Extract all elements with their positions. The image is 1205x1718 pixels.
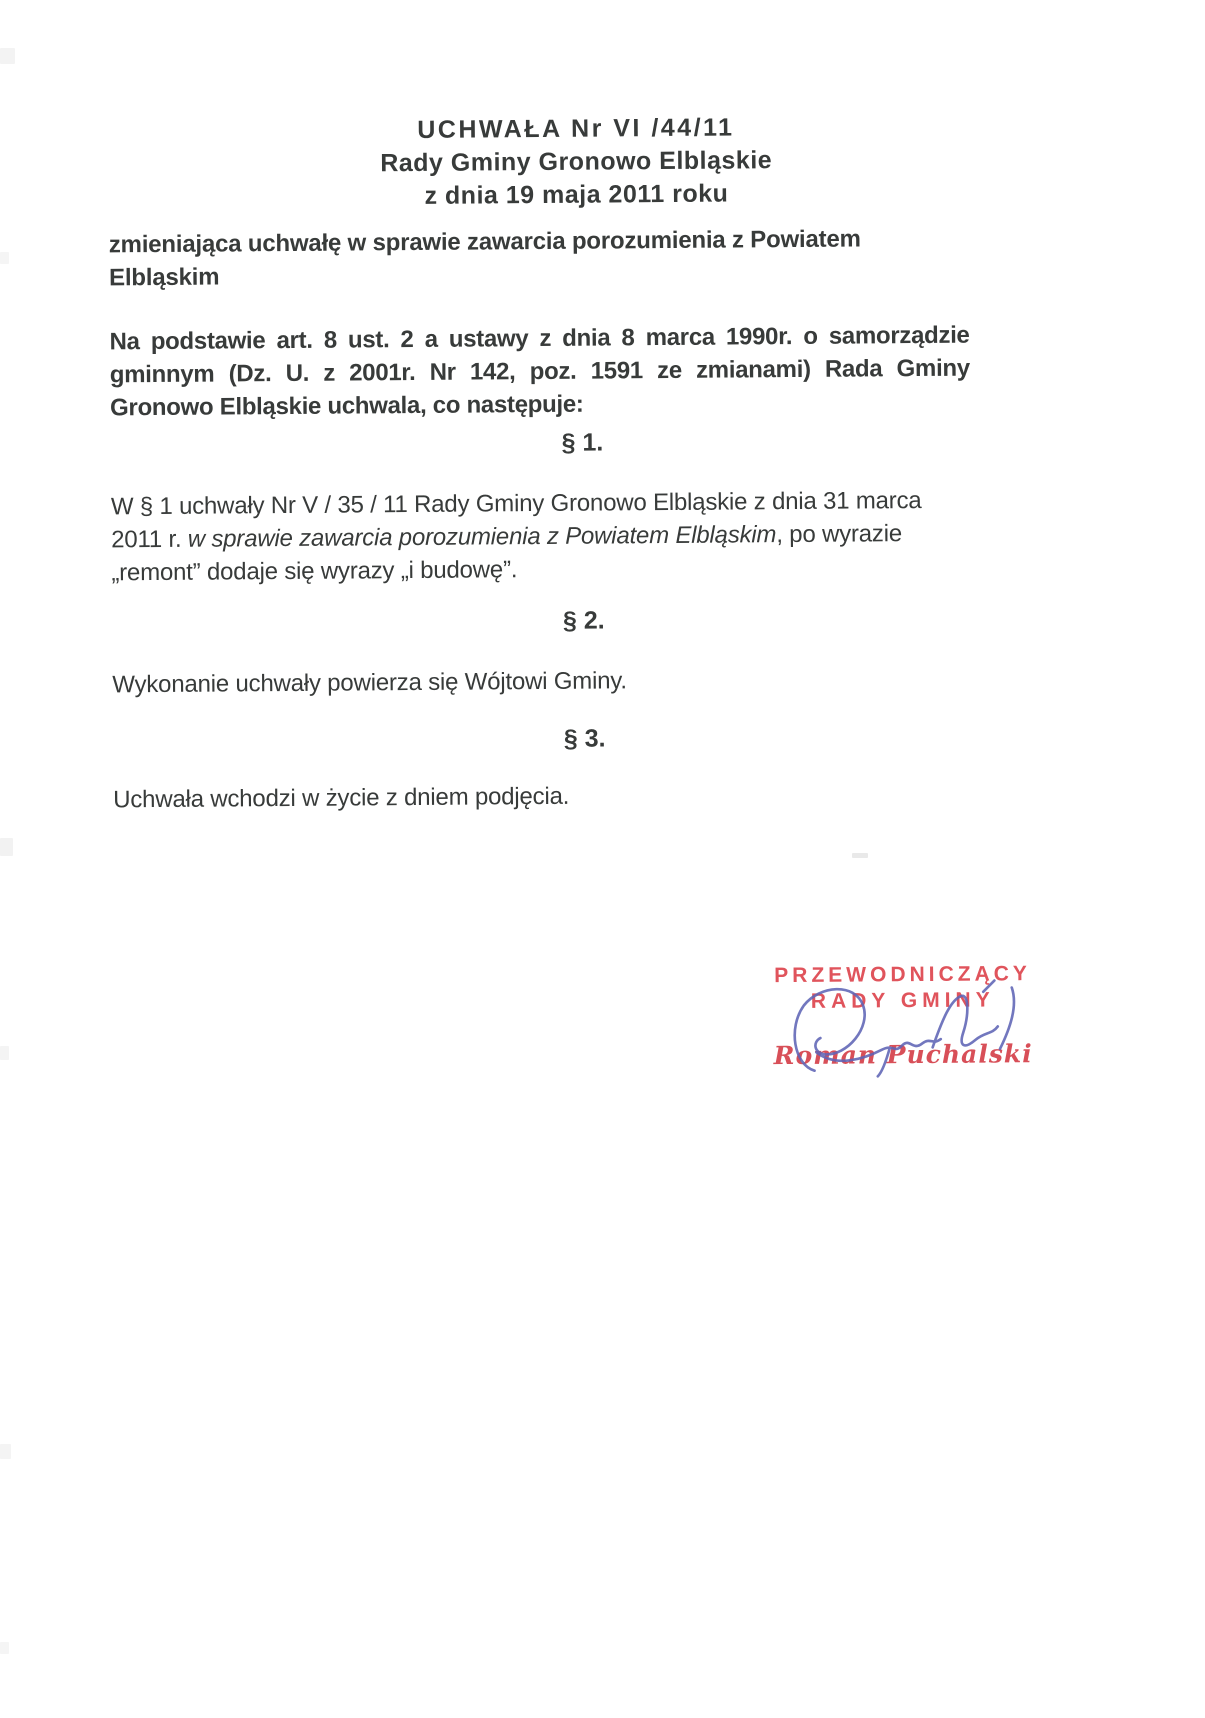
signature-block xyxy=(737,961,1068,1071)
stamp-title-line1: PRZEWODNICZĄCY xyxy=(774,962,1031,988)
title-council-name: Rady Gminy Gronowo Elbląskie xyxy=(380,146,773,178)
document-content xyxy=(108,110,1033,1071)
section-1-text-italic: w sprawie zawarcia porozumienia z Powiatem Elbląskim xyxy=(187,521,777,553)
scan-artifact xyxy=(0,1444,11,1459)
section-1-body xyxy=(111,484,972,590)
scan-artifact xyxy=(0,1046,9,1060)
resolution-subject: zmieniająca uchwałę w sprawie zawarcia porozumienia z Powiatem Elbląskim xyxy=(108,225,861,292)
section-3-heading: § 3. xyxy=(563,724,606,753)
section-1-text-start: W § 1 uchwały Nr V / 35 / 11 Rady Gminy Gronowo Elbląskie z dnia 31 marca 2011 r. xyxy=(110,487,922,554)
section-3-body: Uchwała wchodzi w życie z dniem podjęcia. xyxy=(113,782,570,814)
section-1-text-end: , po wyrazie „remont” dodaje się wyrazy „i budowę”. xyxy=(111,520,903,587)
scan-artifact xyxy=(852,853,868,858)
section-1-heading: § 1. xyxy=(561,428,604,457)
title-resolution-number: UCHWAŁA Nr VI /44/11 xyxy=(417,113,735,144)
section-2-body: Wykonanie uchwały powierza się Wójtowi Gminy. xyxy=(112,667,627,699)
scan-artifact xyxy=(0,48,15,64)
section-2-heading: § 2. xyxy=(562,606,605,635)
scan-artifact xyxy=(0,838,13,856)
legal-basis-paragraph: Na podstawie art. 8 ust. 2 a ustawy z dnia 8 marca 1990r. o samorządzie gminnym (Dz. U. z 2001r. Nr 142, poz. 1591 ze zmianami) Rada Gminy Gronowo Elbląskie uchwala, co następuje: xyxy=(109,321,970,422)
title-date: z dnia 19 maja 2011 roku xyxy=(424,179,729,210)
scan-artifact xyxy=(0,252,9,264)
document-title xyxy=(146,109,1007,215)
stamp-title-line2: RADY GMINY xyxy=(810,988,995,1013)
scan-artifact xyxy=(0,1642,9,1654)
signer-name: Roman Puchalski xyxy=(773,1039,1033,1071)
